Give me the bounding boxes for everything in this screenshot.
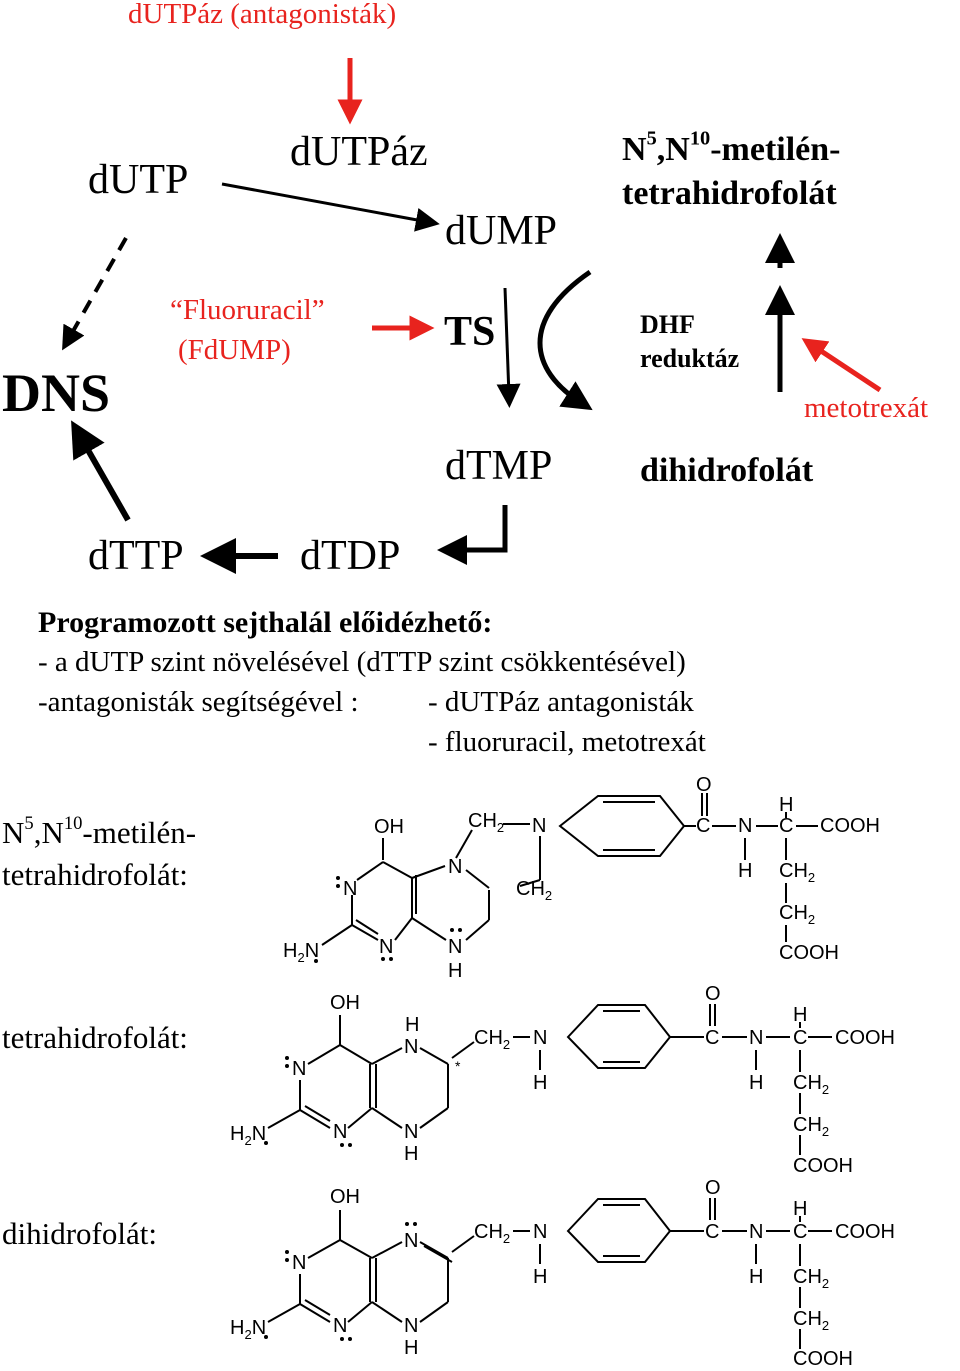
atom-cooh: COOH	[793, 1155, 853, 1177]
atom-n: N	[738, 815, 753, 837]
atom-ch2: $CH_2$	[516, 878, 553, 903]
dhf-reductase-label: DHF reduktáz	[640, 310, 740, 373]
atom-n: N	[404, 1121, 419, 1143]
atom-ch2: $CH_2$	[793, 1266, 830, 1291]
atom-oh: OH	[330, 1186, 360, 1208]
body-line-2a: -antagonisták segítségével :	[38, 686, 359, 718]
body-line-3: - fluoruracil, metotrexát	[428, 726, 706, 758]
ts-label: TS	[444, 309, 496, 355]
dns-label: DNS	[2, 363, 111, 423]
atom-n: N	[533, 1221, 548, 1243]
atom-n: N	[533, 1027, 548, 1049]
atom-c: C	[705, 1027, 720, 1049]
atom-h2n: $H_2N$	[230, 1123, 267, 1148]
atom-ch2: $CH_2$	[468, 810, 505, 835]
atom-h: H	[738, 860, 753, 882]
mthf-structure-label: $N^5,N^{10}-metilén-$ tetrahidrofolát:	[2, 813, 197, 892]
atom-n: N	[448, 936, 463, 958]
atom-cooh: COOH	[835, 1221, 895, 1243]
dutpase-label: dUTPáz	[290, 129, 428, 175]
atom-cooh: COOH	[820, 815, 880, 837]
atom-ch2: $CH_2$	[779, 860, 816, 885]
fluoruracil-label: “Fluoruracil” (FdUMP)	[170, 294, 325, 366]
atom-cooh: COOH	[793, 1348, 853, 1370]
atom-oh: OH	[330, 992, 360, 1014]
atom-n: N	[292, 1058, 307, 1080]
atom-h: H	[404, 1337, 419, 1359]
atom-n: N	[333, 1121, 348, 1143]
dtmp-label: dTMP	[445, 443, 553, 489]
atom-ch2: $CH_2$	[474, 1221, 511, 1246]
atom-n: N	[292, 1252, 307, 1274]
atom-h: H	[405, 1014, 420, 1036]
atom-n: N	[749, 1221, 764, 1243]
atom-h: H	[749, 1266, 764, 1288]
dump-label: dUMP	[445, 208, 558, 254]
atom-n: N	[404, 1315, 419, 1337]
atom-c: C	[696, 815, 711, 837]
atom-c: C	[793, 1221, 808, 1243]
atom-h2n: $H_2N$	[230, 1317, 267, 1342]
dutpase-antagonists-label: dUTPáz (antagonisták)	[128, 0, 397, 30]
atom-h: H	[404, 1143, 419, 1165]
atom-n: N	[404, 1230, 419, 1252]
atom-cooh: COOH	[835, 1027, 895, 1049]
dutp-label: dUTP	[88, 157, 189, 203]
atom-n: N	[343, 878, 358, 900]
body-line-2b: - dUTPáz antagonisták	[428, 686, 694, 718]
dttp-label: dTTP	[88, 533, 184, 579]
atom-ch2: $CH_2$	[779, 902, 816, 927]
atom-h: H	[793, 1198, 808, 1220]
atom-n: N	[333, 1315, 348, 1337]
dtdp-label: dTDP	[300, 533, 401, 579]
atom-ch2: $CH_2$	[474, 1027, 511, 1052]
atom-cooh: COOH	[779, 942, 839, 964]
atom-ch2: $CH_2$	[793, 1308, 830, 1333]
atom-star: *	[455, 1058, 461, 1074]
atom-ch2: $CH_2$	[793, 1072, 830, 1097]
atom-c: C	[779, 815, 794, 837]
heading-text: Programozott sejthalál előidézhető:	[38, 606, 493, 639]
atom-n: N	[448, 856, 463, 878]
atom-n: N	[749, 1027, 764, 1049]
atom-h: H	[533, 1266, 548, 1288]
atom-h: H	[779, 794, 794, 816]
thf-structure-label: tetrahidrofolát:	[2, 1020, 188, 1055]
atom-o: O	[696, 774, 712, 796]
dhf-structure-label: dihidrofolát:	[2, 1216, 157, 1251]
atom-o: O	[705, 1177, 721, 1199]
methotrexate-label: metotrexát	[804, 392, 929, 424]
atom-oh: OH	[374, 816, 404, 838]
atom-h: H	[749, 1072, 764, 1094]
dihydrofolate-label: dihidrofolát	[640, 452, 814, 489]
methylene-thf-label: $N^5,N^{10}-metilén-$ tetrahidrofolát	[622, 127, 841, 212]
atom-c: C	[793, 1027, 808, 1049]
body-line-1: - a dUTP szint növelésével (dTTP szint csökkentésével)	[38, 646, 686, 678]
atom-o: O	[705, 983, 721, 1005]
atom-h: H	[448, 960, 463, 982]
atom-n: N	[404, 1036, 419, 1058]
atom-h2n: $H_2N$	[283, 940, 320, 965]
atom-h: H	[533, 1072, 548, 1094]
atom-n: N	[379, 936, 394, 958]
atom-n: N	[532, 815, 547, 837]
atom-c: C	[705, 1221, 720, 1243]
atom-ch2: $CH_2$	[793, 1114, 830, 1139]
atom-h: H	[793, 1004, 808, 1026]
